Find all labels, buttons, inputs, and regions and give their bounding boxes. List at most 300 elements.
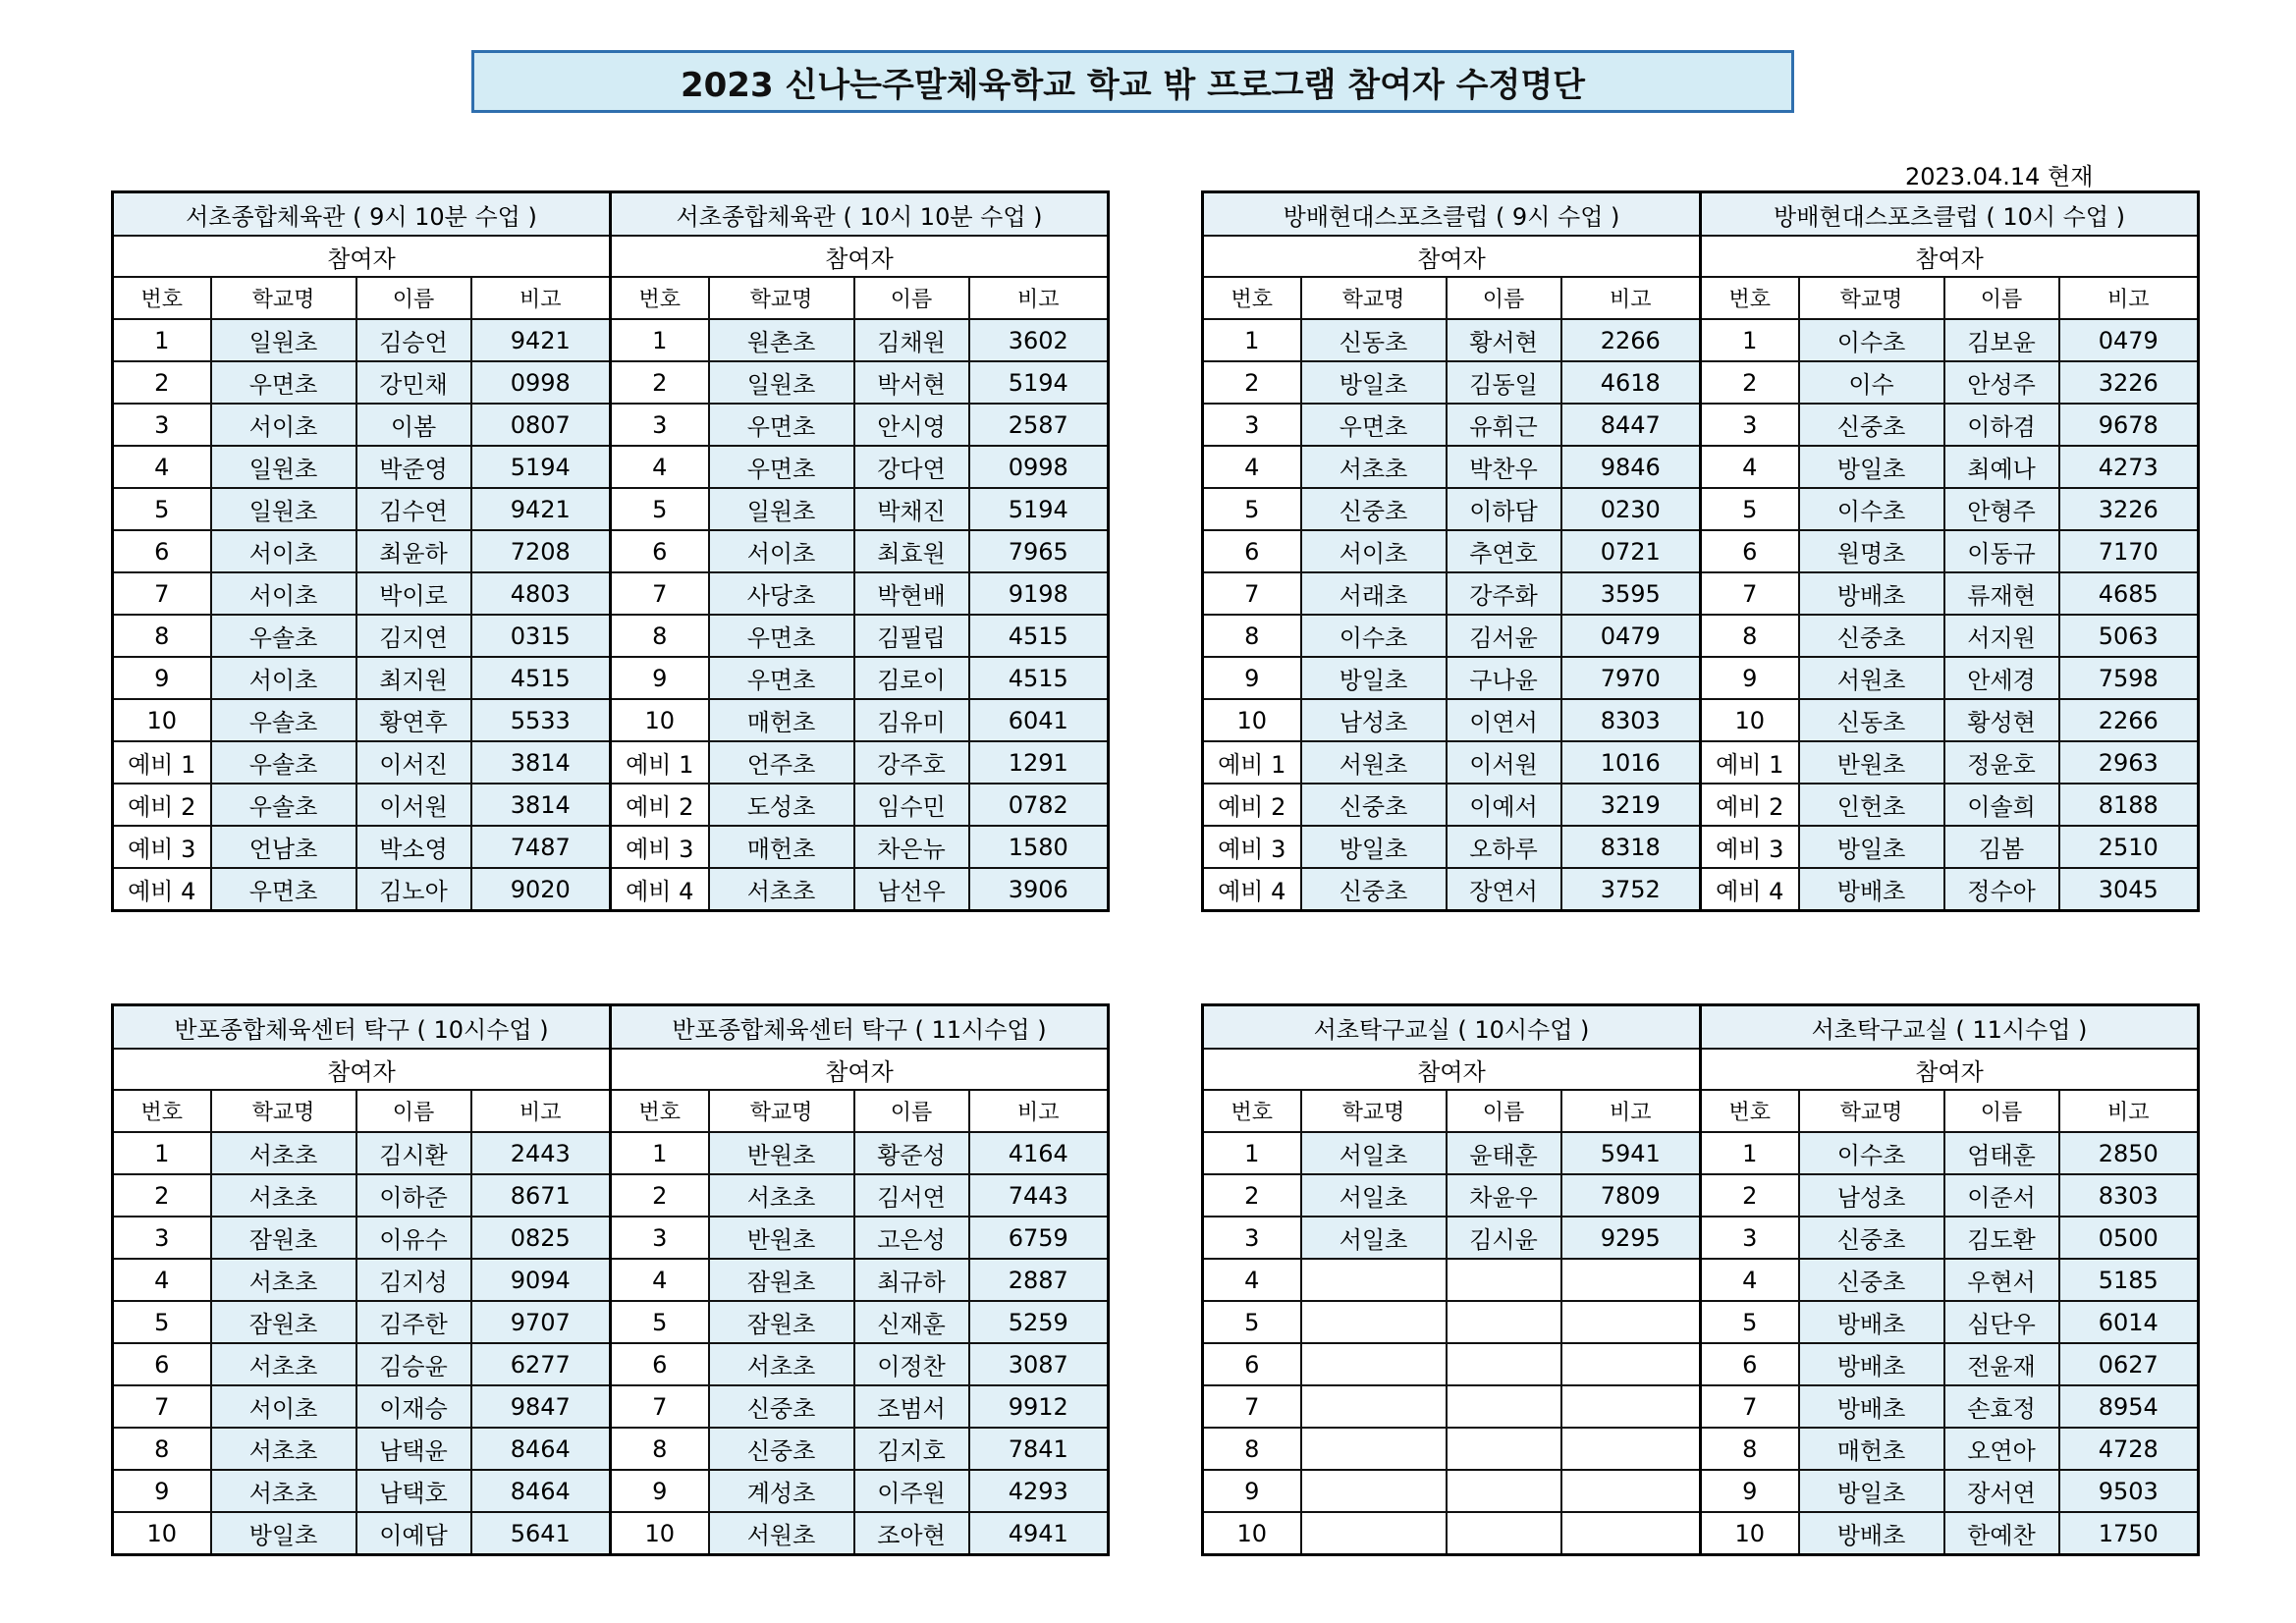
school-name: 방일초	[1799, 1470, 1944, 1512]
note-value: 9421	[471, 488, 611, 530]
row-number: 1	[1203, 1132, 1301, 1174]
note-value: 6014	[2059, 1301, 2199, 1343]
row-number: 예비 4	[611, 868, 709, 911]
column-header-row	[113, 277, 1109, 319]
row-number: 1	[1701, 1132, 1799, 1174]
note-value	[1561, 1512, 1701, 1555]
student-name: 황서현	[1447, 319, 1561, 361]
note-value: 0230	[1561, 488, 1701, 530]
table-row	[113, 1259, 1109, 1301]
school-name: 방배초	[1799, 572, 1944, 615]
column-header-note: 비고	[969, 277, 1109, 319]
note-value: 4164	[969, 1132, 1109, 1174]
student-name: 이주원	[854, 1470, 969, 1512]
school-name: 서초초	[709, 868, 854, 911]
column-header-row	[1203, 1090, 2199, 1132]
row-number: 예비 1	[113, 741, 211, 784]
note-value: 7598	[2059, 657, 2199, 699]
school-name: 잠원초	[211, 1301, 356, 1343]
school-name: 신중초	[1799, 404, 1944, 446]
column-header-name: 이름	[356, 1090, 471, 1132]
school-name	[1301, 1470, 1447, 1512]
row-number: 5	[113, 1301, 211, 1343]
column-header-note: 비고	[471, 277, 611, 319]
row-number: 7	[113, 572, 211, 615]
venue-header: 서초종합체육관 ( 10시 10분 수업 )	[611, 192, 1109, 237]
student-name: 한예찬	[1944, 1512, 2059, 1555]
column-header-note: 비고	[969, 1090, 1109, 1132]
note-value: 5194	[471, 446, 611, 488]
student-name: 전윤재	[1944, 1343, 2059, 1385]
note-value: 9678	[2059, 404, 2199, 446]
row-number: 9	[1701, 1470, 1799, 1512]
student-name: 김시윤	[1447, 1217, 1561, 1259]
table-row	[1203, 1470, 2199, 1512]
row-number: 10	[1203, 1512, 1301, 1555]
school-name: 매헌초	[709, 826, 854, 868]
participants-label: 참여자	[1203, 236, 1701, 277]
note-value: 1750	[2059, 1512, 2199, 1555]
student-name: 최윤하	[356, 530, 471, 572]
student-name: 김지호	[854, 1428, 969, 1470]
row-number: 4	[113, 1259, 211, 1301]
school-name: 서초초	[211, 1343, 356, 1385]
row-number: 9	[1203, 657, 1301, 699]
student-name: 강주호	[854, 741, 969, 784]
column-header-note: 비고	[2059, 277, 2199, 319]
note-value: 2266	[1561, 319, 1701, 361]
row-number: 7	[611, 1385, 709, 1428]
participants-label: 참여자	[113, 1049, 611, 1090]
table-row	[113, 1217, 1109, 1259]
student-name	[1447, 1259, 1561, 1301]
student-name: 강주화	[1447, 572, 1561, 615]
student-name: 오하루	[1447, 826, 1561, 868]
row-number: 7	[113, 1385, 211, 1428]
student-name: 이하담	[1447, 488, 1561, 530]
note-value: 5533	[471, 699, 611, 741]
note-value	[1561, 1428, 1701, 1470]
student-name: 김지성	[356, 1259, 471, 1301]
row-number: 1	[1203, 319, 1301, 361]
student-name: 김채원	[854, 319, 969, 361]
school-name: 우솔초	[211, 741, 356, 784]
note-value: 3752	[1561, 868, 1701, 911]
school-name: 일원초	[211, 319, 356, 361]
row-number: 5	[1203, 1301, 1301, 1343]
column-header-row	[113, 1090, 1109, 1132]
note-value: 2850	[2059, 1132, 2199, 1174]
note-value: 5185	[2059, 1259, 2199, 1301]
row-number: 6	[1701, 1343, 1799, 1385]
row-number: 예비 1	[1701, 741, 1799, 784]
student-name	[1447, 1343, 1561, 1385]
student-name: 장서연	[1944, 1470, 2059, 1512]
row-number: 2	[611, 361, 709, 404]
row-number: 6	[1203, 530, 1301, 572]
participants-table	[1201, 1003, 2200, 1556]
school-name: 서초초	[709, 1343, 854, 1385]
row-number: 4	[1203, 446, 1301, 488]
note-value: 1291	[969, 741, 1109, 784]
note-value: 3226	[2059, 361, 2199, 404]
student-name: 김서연	[854, 1174, 969, 1217]
table-row	[1203, 1132, 2199, 1174]
note-value: 3814	[471, 741, 611, 784]
student-name: 이정찬	[854, 1343, 969, 1385]
school-name: 방배초	[1799, 1343, 1944, 1385]
row-number: 예비 2	[611, 784, 709, 826]
school-name: 이수초	[1301, 615, 1447, 657]
table-header-row	[1203, 1005, 2199, 1050]
student-name: 엄태훈	[1944, 1132, 2059, 1174]
note-value: 4515	[969, 615, 1109, 657]
student-name: 최규하	[854, 1259, 969, 1301]
row-number: 4	[1701, 446, 1799, 488]
column-header-no: 번호	[1701, 1090, 1799, 1132]
school-name: 언남초	[211, 826, 356, 868]
school-name: 우면초	[709, 615, 854, 657]
note-value: 7970	[1561, 657, 1701, 699]
note-value: 7208	[471, 530, 611, 572]
note-value: 0782	[969, 784, 1109, 826]
table-row	[1203, 446, 2199, 488]
column-header-no: 번호	[113, 277, 211, 319]
row-number: 8	[1701, 615, 1799, 657]
row-number: 7	[1203, 1385, 1301, 1428]
table-row	[1203, 826, 2199, 868]
school-name: 사당초	[709, 572, 854, 615]
table-row	[113, 868, 1109, 911]
table-row	[1203, 572, 2199, 615]
table-row	[1203, 488, 2199, 530]
school-name: 잠원초	[709, 1301, 854, 1343]
school-name: 서일초	[1301, 1132, 1447, 1174]
student-name: 서지원	[1944, 615, 2059, 657]
note-value: 1016	[1561, 741, 1701, 784]
table-row	[113, 1174, 1109, 1217]
row-number: 7	[611, 572, 709, 615]
row-number: 3	[1701, 404, 1799, 446]
school-name: 신중초	[709, 1428, 854, 1470]
table-row	[1203, 784, 2199, 826]
table-row	[1203, 1217, 2199, 1259]
participants-table	[1201, 190, 2200, 912]
student-name: 강민채	[356, 361, 471, 404]
column-header-note: 비고	[1561, 277, 1701, 319]
school-name: 서이초	[1301, 530, 1447, 572]
school-name: 우면초	[709, 657, 854, 699]
school-name: 남성초	[1301, 699, 1447, 741]
table-header-row	[113, 1005, 1109, 1050]
table-row	[113, 319, 1109, 361]
school-name: 매헌초	[709, 699, 854, 741]
student-name: 이하준	[356, 1174, 471, 1217]
school-name: 우면초	[709, 404, 854, 446]
student-name: 박준영	[356, 446, 471, 488]
school-name: 신중초	[1799, 615, 1944, 657]
school-name: 우면초	[709, 446, 854, 488]
student-name: 이유수	[356, 1217, 471, 1259]
participants-label-row	[113, 1049, 1109, 1090]
note-value: 4293	[969, 1470, 1109, 1512]
row-number: 1	[113, 319, 211, 361]
student-name: 황연후	[356, 699, 471, 741]
row-number: 9	[113, 657, 211, 699]
school-name	[1301, 1343, 1447, 1385]
school-name: 도성초	[709, 784, 854, 826]
column-header-note: 비고	[1561, 1090, 1701, 1132]
column-header-name: 이름	[854, 277, 969, 319]
student-name: 김노아	[356, 868, 471, 911]
column-header-name: 이름	[1944, 1090, 2059, 1132]
note-value: 4803	[471, 572, 611, 615]
student-name: 안성주	[1944, 361, 2059, 404]
student-name: 박서현	[854, 361, 969, 404]
column-header-no: 번호	[1203, 277, 1301, 319]
participants-label-row	[1203, 1049, 2199, 1090]
row-number: 예비 2	[1701, 784, 1799, 826]
column-header-school: 학교명	[1301, 277, 1447, 319]
school-name: 우면초	[211, 361, 356, 404]
row-number: 8	[1203, 615, 1301, 657]
student-name: 박현배	[854, 572, 969, 615]
table-row	[113, 572, 1109, 615]
table-row	[1203, 1428, 2199, 1470]
column-header-school: 학교명	[1799, 277, 1944, 319]
note-value: 4515	[969, 657, 1109, 699]
school-name: 서이초	[211, 404, 356, 446]
school-name: 서초초	[211, 1428, 356, 1470]
student-name: 심단우	[1944, 1301, 2059, 1343]
school-name: 매헌초	[1799, 1428, 1944, 1470]
venue-header: 방배현대스포츠클럽 ( 10시 수업 )	[1701, 192, 2199, 237]
student-name: 유휘근	[1447, 404, 1561, 446]
column-header-school: 학교명	[211, 1090, 356, 1132]
row-number: 8	[1203, 1428, 1301, 1470]
student-name: 오연아	[1944, 1428, 2059, 1470]
table-row	[113, 404, 1109, 446]
row-number: 1	[611, 319, 709, 361]
school-name: 서이초	[709, 530, 854, 572]
school-name: 일원초	[211, 446, 356, 488]
student-name: 최지원	[356, 657, 471, 699]
row-number: 10	[1203, 699, 1301, 741]
note-value: 8671	[471, 1174, 611, 1217]
note-value: 8954	[2059, 1385, 2199, 1428]
school-name: 방배초	[1799, 1512, 1944, 1555]
student-name: 이준서	[1944, 1174, 2059, 1217]
row-number: 4	[611, 446, 709, 488]
school-name: 이수	[1799, 361, 1944, 404]
school-name: 방일초	[211, 1512, 356, 1555]
note-value	[1561, 1385, 1701, 1428]
school-name: 서원초	[709, 1512, 854, 1555]
school-name: 신중초	[1799, 1217, 1944, 1259]
table-row	[113, 699, 1109, 741]
note-value	[1561, 1470, 1701, 1512]
note-value: 0500	[2059, 1217, 2199, 1259]
column-header-school: 학교명	[709, 277, 854, 319]
student-name: 김도환	[1944, 1217, 2059, 1259]
table-row	[113, 826, 1109, 868]
note-value: 5194	[969, 361, 1109, 404]
row-number: 9	[1203, 1470, 1301, 1512]
note-value: 0807	[471, 404, 611, 446]
row-number: 2	[113, 1174, 211, 1217]
venue-header: 방배현대스포츠클럽 ( 9시 수업 )	[1203, 192, 1701, 237]
school-name: 원명초	[1799, 530, 1944, 572]
row-number: 10	[611, 699, 709, 741]
row-number: 3	[611, 1217, 709, 1259]
column-header-name: 이름	[854, 1090, 969, 1132]
column-header-note: 비고	[2059, 1090, 2199, 1132]
row-number: 5	[113, 488, 211, 530]
row-number: 9	[611, 1470, 709, 1512]
row-number: 10	[1701, 699, 1799, 741]
note-value: 3087	[969, 1343, 1109, 1385]
table-row	[113, 1428, 1109, 1470]
row-number: 1	[113, 1132, 211, 1174]
student-name: 손효정	[1944, 1385, 2059, 1428]
note-value: 2963	[2059, 741, 2199, 784]
note-value: 2510	[2059, 826, 2199, 868]
school-name: 서일초	[1301, 1217, 1447, 1259]
student-name: 류재현	[1944, 572, 2059, 615]
table-row	[1203, 741, 2199, 784]
note-value: 5941	[1561, 1132, 1701, 1174]
row-number: 8	[611, 1428, 709, 1470]
student-name: 안형주	[1944, 488, 2059, 530]
row-number: 1	[611, 1132, 709, 1174]
school-name: 서초초	[709, 1174, 854, 1217]
school-name: 서초초	[211, 1132, 356, 1174]
note-value: 6041	[969, 699, 1109, 741]
school-name	[1301, 1385, 1447, 1428]
student-name: 이동규	[1944, 530, 2059, 572]
school-name: 서원초	[1301, 741, 1447, 784]
column-header-school: 학교명	[1799, 1090, 1944, 1132]
note-value: 4273	[2059, 446, 2199, 488]
column-header-name: 이름	[1944, 277, 2059, 319]
student-name: 정윤호	[1944, 741, 2059, 784]
school-name: 방일초	[1799, 826, 1944, 868]
table-row	[113, 1301, 1109, 1343]
school-name: 방일초	[1301, 826, 1447, 868]
note-value: 7809	[1561, 1174, 1701, 1217]
table-row	[113, 488, 1109, 530]
note-value: 7965	[969, 530, 1109, 572]
note-value: 0998	[471, 361, 611, 404]
row-number: 3	[113, 404, 211, 446]
note-value: 7841	[969, 1428, 1109, 1470]
row-number: 8	[611, 615, 709, 657]
column-header-school: 학교명	[211, 277, 356, 319]
school-name: 인헌초	[1799, 784, 1944, 826]
school-name: 서이초	[211, 530, 356, 572]
school-name	[1301, 1259, 1447, 1301]
row-number: 예비 4	[1203, 868, 1301, 911]
as-of-date: 2023.04.14 현재	[1905, 163, 2094, 190]
table-row	[113, 1343, 1109, 1385]
note-value: 4515	[471, 657, 611, 699]
row-number: 예비 1	[1203, 741, 1301, 784]
table-row	[1203, 404, 2199, 446]
student-name: 이연서	[1447, 699, 1561, 741]
row-number: 7	[1203, 572, 1301, 615]
student-name	[1447, 1428, 1561, 1470]
school-name: 계성초	[709, 1470, 854, 1512]
student-name: 이서원	[356, 784, 471, 826]
student-name: 조아현	[854, 1512, 969, 1555]
column-header-name: 이름	[356, 277, 471, 319]
student-name: 윤태훈	[1447, 1132, 1561, 1174]
row-number: 3	[113, 1217, 211, 1259]
school-name: 반원초	[709, 1132, 854, 1174]
note-value: 2587	[969, 404, 1109, 446]
note-value: 9421	[471, 319, 611, 361]
student-name: 박이로	[356, 572, 471, 615]
note-value: 8318	[1561, 826, 1701, 868]
student-name: 구나윤	[1447, 657, 1561, 699]
table-header-row	[113, 192, 1109, 237]
note-value: 3906	[969, 868, 1109, 911]
school-name: 방배초	[1799, 1385, 1944, 1428]
student-name: 남택윤	[356, 1428, 471, 1470]
student-name: 김시환	[356, 1132, 471, 1174]
school-name: 이수초	[1799, 488, 1944, 530]
row-number: 9	[1701, 657, 1799, 699]
participants-label: 참여자	[1701, 1049, 2199, 1090]
school-name: 남성초	[1799, 1174, 1944, 1217]
student-name: 김승윤	[356, 1343, 471, 1385]
row-number: 5	[1701, 1301, 1799, 1343]
table-row	[1203, 361, 2199, 404]
student-name: 이재승	[356, 1385, 471, 1428]
row-number: 2	[611, 1174, 709, 1217]
note-value	[1561, 1343, 1701, 1385]
column-header-name: 이름	[1447, 1090, 1561, 1132]
column-header-note: 비고	[471, 1090, 611, 1132]
school-name: 서초초	[211, 1259, 356, 1301]
participants-table	[111, 190, 1110, 912]
table-row	[1203, 1343, 2199, 1385]
participants-label: 참여자	[113, 236, 611, 277]
table-row	[1203, 1385, 2199, 1428]
school-name: 방일초	[1799, 446, 1944, 488]
student-name: 황준성	[854, 1132, 969, 1174]
row-number: 5	[1203, 488, 1301, 530]
note-value: 5194	[969, 488, 1109, 530]
note-value: 3226	[2059, 488, 2199, 530]
table-row	[113, 657, 1109, 699]
table-row	[1203, 1301, 2199, 1343]
note-value: 0998	[969, 446, 1109, 488]
school-name: 일원초	[709, 361, 854, 404]
school-name: 신중초	[1301, 868, 1447, 911]
student-name: 김필립	[854, 615, 969, 657]
table-row	[1203, 530, 2199, 572]
school-name: 우솔초	[211, 784, 356, 826]
row-number: 10	[113, 1512, 211, 1555]
school-name: 우솔초	[211, 699, 356, 741]
student-name: 박찬우	[1447, 446, 1561, 488]
row-number: 3	[1203, 404, 1301, 446]
table-header-row	[1203, 192, 2199, 237]
note-value: 2443	[471, 1132, 611, 1174]
school-name: 서이초	[211, 657, 356, 699]
row-number: 예비 4	[1701, 868, 1799, 911]
